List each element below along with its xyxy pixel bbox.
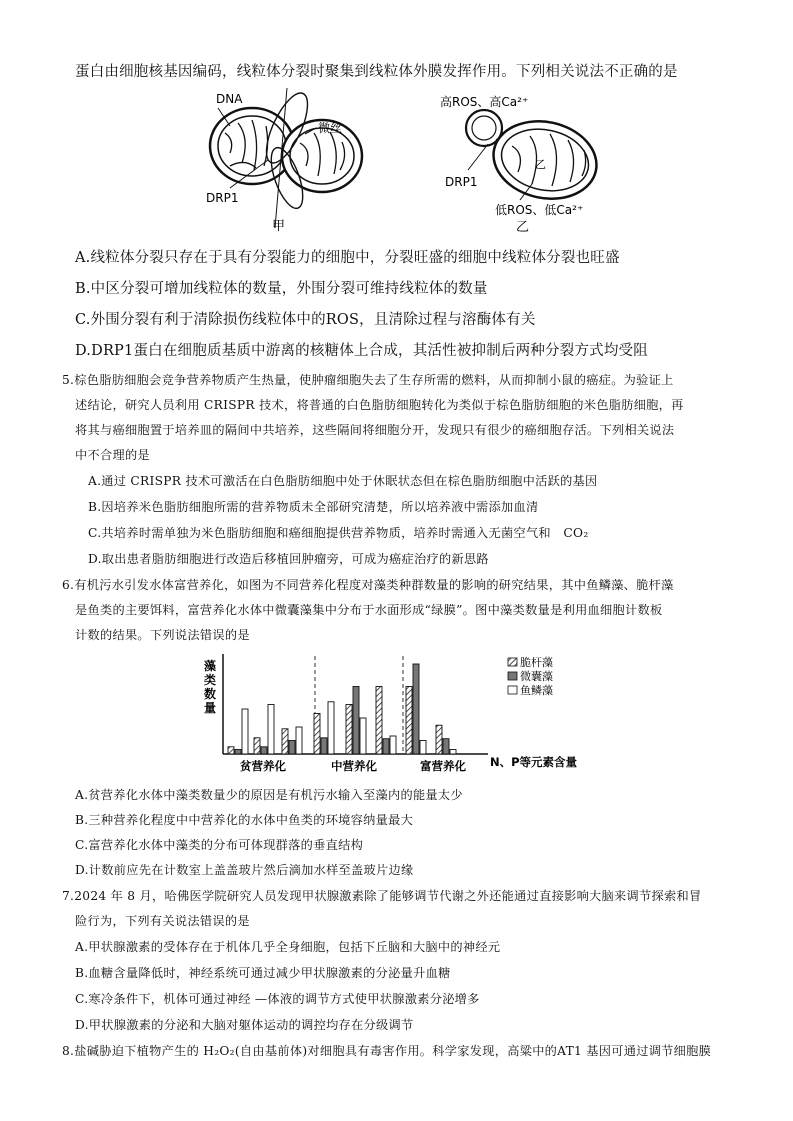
bar-微囊藻-2 bbox=[289, 741, 295, 755]
bar-微囊藻-6 bbox=[413, 664, 419, 754]
bars-layer bbox=[228, 664, 456, 754]
q5-stem-line-4: 中不合理的是 bbox=[75, 448, 150, 462]
q4-option-c: C.外围分裂有利于清除损伤线粒体中的ROS，且清除过程与溶酶体有关 bbox=[75, 312, 536, 328]
q7-option-a: A.甲状腺激素的受体存在于机体几乎全身细胞，包括下丘脑和大脑中的神经元 bbox=[75, 940, 501, 954]
caption-jia: 甲 bbox=[272, 219, 286, 234]
group-label-2: 富营养化 bbox=[420, 759, 466, 773]
bar-微囊藻-7 bbox=[443, 739, 449, 754]
q4-option-d: D.DRP1蛋白在细胞质基质中游离的核糖体上合成，其活性被抑制后两种分裂方式均受阻 bbox=[75, 343, 648, 359]
q5-option-a: A.通过 CRISPR 技术可激活在白色脂肪细胞中处于休眠状态但在棕色脂肪细胞中活跃的基因 bbox=[88, 474, 598, 488]
bar-脆杆藻-5 bbox=[376, 687, 382, 755]
legend-swatch-2 bbox=[508, 686, 517, 694]
bar-脆杆藻-4 bbox=[346, 705, 352, 755]
algae-bar-chart bbox=[196, 650, 596, 776]
mitochondrion-yi bbox=[440, 94, 600, 235]
q5-stem-line-3: 将其与癌细胞置于培养皿的隔间中共培养，这些隔间将细胞分开，发现只有很少的癌细胞存活。下列相关说法 bbox=[75, 423, 675, 437]
q6-stem-line-1: 6.有机污水引发水体富营养化，如图为不同营养化程度对藻类种群数量的影响的研究结果，其中鱼鳞藻、脆杆藻 bbox=[62, 578, 674, 592]
ylabel-char-4: 量 bbox=[204, 701, 217, 715]
q6-option-a: A.贫营养化水体中藻类数量少的原因是有机污水输入至藻内的能量太少 bbox=[75, 788, 463, 802]
q7-option-c: C.寒冷条件下，机体可通过神经 —体液的调节方式使甲状腺激素分泌增多 bbox=[75, 992, 480, 1006]
bar-微囊藻-4 bbox=[353, 687, 359, 755]
bar-鱼鳞藻-4 bbox=[360, 718, 366, 754]
q5-option-c: C.共培养时需单独为米色脂肪细胞和癌细胞提供营养物质，培养时需通入无菌空气和 CO₂ bbox=[88, 526, 589, 540]
bar-鱼鳞藻-1 bbox=[268, 705, 274, 755]
svg-text:乙: 乙 bbox=[535, 158, 546, 171]
q4-stem-tail: 蛋白由细胞核基因编码，线粒体分裂时聚集到线粒体外膜发挥作用。下列相关说法不正确的是 bbox=[75, 64, 678, 80]
bar-脆杆藻-1 bbox=[254, 738, 260, 754]
legend-label-1: 微囊藻 bbox=[520, 670, 553, 683]
q5-option-d: D.取出患者脂肪细胞进行改造后移植回肿瘤旁，可成为癌症治疗的新思路 bbox=[88, 552, 489, 566]
bar-脆杆藻-3 bbox=[314, 714, 320, 755]
q5-stem-line-1: 5.棕色脂肪细胞会竞争营养物质产生热量，使肿瘤细胞失去了生存所需的燃料，从而抑制小鼠的癌症。为验证上 bbox=[62, 373, 674, 387]
legend bbox=[508, 655, 553, 697]
legend-label-0: 脆杆藻 bbox=[520, 656, 553, 669]
ylabel-char-2: 类 bbox=[204, 673, 217, 687]
x-axis-label: N、P等元素含量 bbox=[490, 755, 578, 769]
bar-微囊藻-0 bbox=[235, 750, 241, 755]
label-high-ros: 高ROS、高Ca²⁺ bbox=[440, 95, 529, 109]
group-label-0: 贫营养化 bbox=[240, 759, 286, 773]
q7-option-b: B.血糖含量降低时，神经系统可通过减少甲状腺激素的分泌量升血糖 bbox=[75, 966, 451, 980]
bar-微囊藻-3 bbox=[321, 738, 327, 754]
q5-stem-line-2: 述结论，研究人员利用 CRISPR 技术，将普通的白色脂肪细胞转化为类似于棕色脂肪细胞的米色脂肪细胞，再 bbox=[75, 398, 684, 412]
legend-label-2: 鱼鳞藻 bbox=[520, 684, 553, 697]
label-drp1-left: DRP1 bbox=[206, 191, 239, 205]
bar-微囊藻-1 bbox=[261, 747, 267, 754]
ylabel-char-1: 藻 bbox=[204, 659, 217, 673]
bar-鱼鳞藻-3 bbox=[328, 702, 334, 754]
q7-option-d: D.甲状腺激素的分泌和大脑对躯体运动的调控均存在分级调节 bbox=[75, 1018, 414, 1032]
bar-脆杆藻-6 bbox=[406, 687, 412, 755]
label-dna: DNA bbox=[216, 92, 243, 106]
bar-脆杆藻-7 bbox=[436, 725, 442, 754]
mitochondria-figure bbox=[190, 88, 600, 238]
label-low-ros: 低ROS、低Ca²⁺ bbox=[495, 203, 584, 217]
ylabel-char-3: 数 bbox=[204, 687, 217, 701]
y-axis-label bbox=[204, 658, 216, 715]
q4-option-a: A.线粒体分裂只存在于具有分裂能力的细胞中，分裂旺盛的细胞中线粒体分裂也旺盛 bbox=[75, 250, 620, 266]
bar-脆杆藻-2 bbox=[282, 729, 288, 754]
q5-option-b: B.因培养米色脂肪细胞所需的营养物质未全部研究清楚，所以培养液中需添加血清 bbox=[88, 500, 539, 514]
q4-option-b: B.中区分裂可增加线粒体的数量，外围分裂可维持线粒体的数量 bbox=[75, 281, 488, 297]
q6-option-c: C.富营养化水体中藻类的分布可体现群落的垂直结构 bbox=[75, 838, 364, 852]
label-microfilament: 微丝 bbox=[318, 121, 343, 135]
label-drp1-right: DRP1 bbox=[445, 175, 478, 189]
legend-swatch-0 bbox=[508, 658, 517, 666]
legend-swatch-1 bbox=[508, 672, 517, 680]
q6-option-b: B.三种营养化程度中中营养化的水体中鱼类的环境容纳量最大 bbox=[75, 813, 414, 827]
q6-stem-line-3: 计数的结果。下列说法错误的是 bbox=[75, 628, 250, 642]
bar-微囊藻-5 bbox=[383, 739, 389, 754]
q8-stem-line-1: 8.盐碱胁迫下植物产生的 H₂O₂(自由基前体)对细胞具有毒害作用。科学家发现，高粱中的AT1 基因可通过调节细胞膜 bbox=[62, 1044, 712, 1058]
q7-stem-line-1: 7.2024 年 8 月，哈佛医学院研究人员发现甲状腺激素除了能够调节代谢之外还能通过直接影响大脑来调节探索和冒 bbox=[62, 889, 702, 903]
bar-鱼鳞藻-7 bbox=[450, 750, 456, 755]
q6-option-d: D.计数前应先在计数室上盖盖玻片然后滴加水样至盖玻片边缘 bbox=[75, 863, 414, 877]
mitochondrion-jia bbox=[206, 88, 362, 234]
caption-yi: 乙 bbox=[516, 220, 530, 235]
bar-脆杆藻-0 bbox=[228, 747, 234, 754]
bar-鱼鳞藻-5 bbox=[390, 736, 396, 754]
q6-stem-line-2: 是鱼类的主要饵料，富营养化水体中微囊藻集中分布于水面形成“绿膜”。图中藻类数量是利用血细胞计数板 bbox=[75, 603, 663, 617]
bar-鱼鳞藻-2 bbox=[296, 727, 302, 754]
q7-stem-line-2: 险行为，下列有关说法错误的是 bbox=[75, 914, 250, 928]
bar-鱼鳞藻-0 bbox=[242, 709, 248, 754]
bar-鱼鳞藻-6 bbox=[420, 741, 426, 755]
group-label-1: 中营养化 bbox=[331, 759, 377, 773]
